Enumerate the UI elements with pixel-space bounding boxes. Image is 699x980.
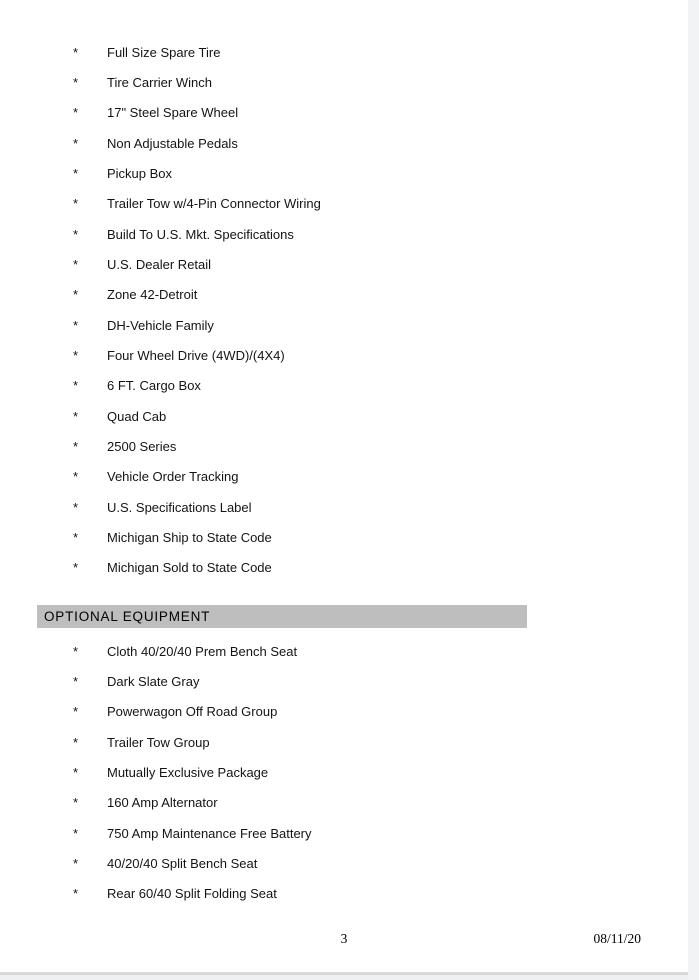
equipment-item	[0, 553, 688, 583]
equipment-item-label: Trailer Tow Group	[107, 734, 210, 750]
equipment-item	[0, 98, 688, 128]
equipment-item	[0, 522, 688, 552]
equipment-item	[0, 848, 688, 878]
equipment-item	[0, 340, 688, 370]
asterisk-bullet: *	[73, 795, 79, 811]
equipment-item-label: U.S. Dealer Retail	[107, 256, 212, 272]
equipment-item-label: 160 Amp Alternator	[107, 795, 218, 811]
equipment-item	[0, 37, 688, 67]
page-bottom-edge-gutter	[0, 975, 688, 980]
equipment-item	[0, 401, 688, 431]
equipment-item	[0, 697, 688, 727]
equipment-item-label: Cloth 40/20/40 Prem Bench Seat	[107, 643, 298, 659]
asterisk-bullet: *	[73, 226, 79, 242]
equipment-item-label: Pickup Box	[107, 165, 173, 181]
equipment-item-label: 40/20/40 Split Bench Seat	[107, 855, 258, 871]
equipment-item-label: 17" Steel Spare Wheel	[107, 105, 239, 121]
equipment-item-label: U.S. Specifications Label	[107, 499, 252, 515]
equipment-item-label: Vehicle Order Tracking	[107, 469, 239, 485]
equipment-item-label: Dark Slate Gray	[107, 673, 200, 689]
equipment-item	[0, 788, 688, 818]
equipment-item-label: Powerwagon Off Road Group	[107, 704, 278, 720]
equipment-item-label: Build To U.S. Mkt. Specifications	[107, 226, 294, 242]
equipment-item	[0, 431, 688, 461]
asterisk-bullet: *	[73, 764, 79, 780]
equipment-item-label: 2500 Series	[107, 438, 177, 454]
equipment-item-label: Tire Carrier Winch	[107, 74, 212, 90]
asterisk-bullet: *	[73, 529, 79, 545]
asterisk-bullet: *	[73, 165, 79, 181]
footer-date: 08/11/20	[593, 931, 641, 946]
equipment-item	[0, 249, 688, 279]
equipment-item	[0, 666, 688, 696]
equipment-item	[0, 727, 688, 757]
asterisk-bullet: *	[73, 886, 79, 902]
optional-equipment-header: OPTIONAL EQUIPMENT	[37, 605, 527, 628]
equipment-item-label: Zone 42-Detroit	[107, 287, 198, 303]
asterisk-bullet: *	[73, 408, 79, 424]
equipment-item-label: Michigan Ship to State Code	[107, 529, 272, 545]
standard-equipment-list	[0, 37, 688, 583]
asterisk-bullet: *	[73, 855, 79, 871]
equipment-item	[0, 280, 688, 310]
asterisk-bullet: *	[73, 105, 79, 121]
asterisk-bullet: *	[73, 378, 79, 394]
asterisk-bullet: *	[73, 44, 79, 60]
asterisk-bullet: *	[73, 438, 79, 454]
optional-equipment-list	[0, 636, 688, 909]
asterisk-bullet: *	[73, 74, 79, 90]
page-number: 3	[340, 931, 348, 946]
equipment-item	[0, 757, 688, 787]
equipment-item	[0, 128, 688, 158]
equipment-item-label: Non Adjustable Pedals	[107, 135, 238, 151]
asterisk-bullet: *	[73, 704, 79, 720]
equipment-item	[0, 492, 688, 522]
asterisk-bullet: *	[73, 135, 79, 151]
equipment-item	[0, 158, 688, 188]
equipment-item	[0, 219, 688, 249]
equipment-item-label: Rear 60/40 Split Folding Seat	[107, 886, 277, 902]
equipment-item-label: DH-Vehicle Family	[107, 317, 214, 333]
asterisk-bullet: *	[73, 825, 79, 841]
asterisk-bullet: *	[73, 469, 79, 485]
equipment-item	[0, 189, 688, 219]
equipment-item	[0, 818, 688, 848]
asterisk-bullet: *	[73, 499, 79, 515]
equipment-item	[0, 636, 688, 666]
asterisk-bullet: *	[73, 196, 79, 212]
asterisk-bullet: *	[73, 287, 79, 303]
asterisk-bullet: *	[73, 643, 79, 659]
equipment-item	[0, 371, 688, 401]
asterisk-bullet: *	[73, 347, 79, 363]
equipment-item	[0, 462, 688, 492]
asterisk-bullet: *	[73, 673, 79, 689]
equipment-item-label: 750 Amp Maintenance Free Battery	[107, 825, 312, 841]
page-footer	[0, 931, 688, 947]
equipment-item-label: Michigan Sold to State Code	[107, 560, 272, 576]
equipment-item-label: Full Size Spare Tire	[107, 44, 221, 60]
equipment-item-label: Mutually Exclusive Package	[107, 764, 269, 780]
equipment-item	[0, 879, 688, 909]
asterisk-bullet: *	[73, 317, 79, 333]
page-right-edge-gutter	[688, 0, 699, 980]
equipment-item-label: 6 FT. Cargo Box	[107, 378, 201, 394]
equipment-item-label: Trailer Tow w/4-Pin Connector Wiring	[107, 196, 321, 212]
equipment-item-label: Quad Cab	[107, 408, 167, 424]
equipment-item-label: Four Wheel Drive (4WD)/(4X4)	[107, 347, 285, 363]
equipment-item	[0, 310, 688, 340]
asterisk-bullet: *	[73, 560, 79, 576]
equipment-item	[0, 67, 688, 97]
asterisk-bullet: *	[73, 256, 79, 272]
asterisk-bullet: *	[73, 734, 79, 750]
